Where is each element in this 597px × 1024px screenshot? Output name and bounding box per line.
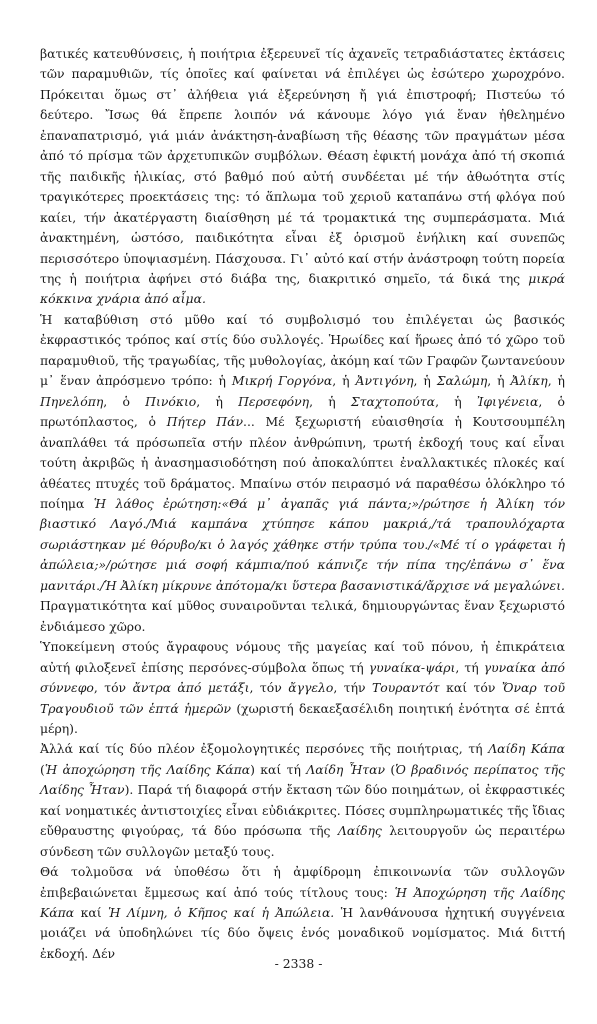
italic-text: Ἰφιγένεια xyxy=(476,393,539,409)
text-run: , τόν xyxy=(93,680,133,696)
italic-text: γυναίκα-ψάρι xyxy=(368,659,456,675)
text-run: ) καί τή xyxy=(250,761,307,777)
italic-text: Ἀντιγόνη xyxy=(355,373,414,389)
text-run: , τόν xyxy=(249,680,289,696)
paragraph xyxy=(40,862,565,964)
text-run: καί xyxy=(74,905,109,921)
text-run: Ἡ καταβύθιση στό μῦθο καί τό συμβολισμό του ἐπιλέγεται ὡς βασικός ἐκφραστικός τρόπος καί στίς δύο συλλογές. Ἡρωίδες καί ἥρωες ἀπό τό χῶρο τοῦ παραμυθιοῦ, τῆς τραγωδίας, τῆς μυθολογίας, ἀκόμη καί τῶν Γραφῶν ζωντανεύουν μ᾽ ἕναν ἀπρόσμενο τρόπο: ἡ xyxy=(40,311,565,389)
text-run: , τή xyxy=(455,659,484,675)
text-run: , ἡ xyxy=(332,373,356,389)
italic-text: Ἡ ἀποχώρηση τῆς Λαίδης Κάπα xyxy=(44,761,251,777)
italic-text: Πινόκιο xyxy=(145,393,197,409)
text-run: , ἡ xyxy=(547,373,565,389)
italic-text: Πήτερ Πάν xyxy=(166,414,243,430)
italic-text: Ἡ Ἀποχώρηση τῆς Λαίδης Κάπα xyxy=(40,884,566,921)
text-run: ( xyxy=(40,761,45,777)
page-number: - 2338 - xyxy=(274,956,323,971)
italic-text: Λαίδη Κάπα xyxy=(488,741,565,757)
text-run: Πραγματικότητα καί μῦθος συναιροῦνται τελικά, δημιουργώντας ἕναν ξεχωριστό ἐνδιάμεσο χῶρο. xyxy=(40,598,565,634)
italic-text: Περσεφόνη xyxy=(238,393,310,409)
text-run: ). Παρά τή διαφορά στήν ἔκταση τῶν δύο ποιημάτων, οἱ ἐκφραστικές καί νοηματικές ἀντιστοιχίες εἶναι εὐδιάκριτες. Πόσες συμπληρωματικές τῆς ἴδιας εὔθραυστης φιγούρας, τά δύο πρόσωπα τῆς xyxy=(40,782,565,839)
text-run: , ἡ xyxy=(435,393,477,409)
italic-text: μικρά κόκκινα χνάρια ἀπό αἷμα. xyxy=(40,270,565,307)
italic-text: γυναίκα ἀπό σύννεφο xyxy=(40,659,565,696)
text-run: , ἡ xyxy=(413,373,437,389)
italic-text: Ἡ Λίμνη, ὁ Κῆπος καί ἡ Ἀπώλεια. xyxy=(108,905,335,921)
text-run: Ὑποκείμενη στούς ἄγραφους νόμους τῆς μαγείας καί τοῦ πόνου, ἡ ἐπικράτεια αὐτή φιλοξενεῖ ἐπίσης περσόνες-σύμβολα ὅπως τή xyxy=(40,639,565,675)
text-run: βατικές κατευθύνσεις, ἡ ποιήτρια ἐξερευνεῖ τίς ἀχανεῖς τετραδιάστατες ἐκτάσεις τῶν παραμυθιῶν, τίς ὁποῖες καί φαίνεται νά ἐπιλέγει ὡς ἐσώτερο χωροχρόνο. Πρόκειται ὅμως στ᾽ ἀλήθεια γιά ἐξερεύνηση ἤ γιά ἐπιστροφή; Πιστεύω τό δεύτερο. Ἴσως θά ἔπρεπε λοιπόν νά κάνουμε λόγο γιά ἕναν ἠθελημένο ἐπαναπατρισμό, γιά μιάν ἀνάκτηση-ἀναβίωση τῆς θέασης τῶν πραγμάτων μέσα ἀπό τό πρίσμα τῶν ἀρχετυπικῶν συμβόλων. Θέαση ἐφικτή μονάχα ἀπό τή σκοπιά τῆς παιδικῆς ἡλικίας, στό βαθμό πού αὐτή συνδέεται μέ τήν ἀθωότητα στίς τραγικότερες προεκτάσεις της: τό ἅπλωμα τοῦ χεριοῦ καταπάνω στή φλόγα πού καίει, τήν ἀκατέργαστη διαίσθηση μέ τά τρομακτικά της συμπεράσματα. Μιά ἀνακτημένη, ὡστόσο, παιδικότητα εἶναι ἐξ ὁρισμοῦ ἐνήλικη καί συνεπῶς περισσότερο ὑποψιασμένη. Πάσχουσα. Γι᾽ αὐτό καί στήν ἀνάστροφη τούτη πορεία της ἡ ποιήτρια ἀφήνει στό διάβα της, διακριτικό σημεῖο, τά δικά της xyxy=(40,46,565,286)
italic-text: ἄγγελο xyxy=(288,680,334,696)
italic-text: Λαίδη Ἦταν xyxy=(306,761,386,777)
body-text xyxy=(40,44,565,964)
italic-text: Πηνελόπη xyxy=(40,393,104,409)
text-run: , ἡ xyxy=(309,393,351,409)
text-run: ... Μέ ξεχωριστή εὐαισθησία ἡ Κουτσουμπέλη ἀναπλάθει τά πρόσωπεῖα στήν πλέον ἀνθρώπινη, τρωτή ἐκδοχή τους καί εἶναι τούτη ἀκριβῶς ἡ ἀνασημασιοδότηση πού ἀποκαλύπτει ἐναλλακτικές πλοκές καί ἀθέατες πτυχές τοῦ δράματος. Μπαίνω στόν πειρασμό νά παραθέσω ὁλόκληρο τό ποίημα xyxy=(40,414,565,511)
text-run: (χωριστή δεκαεξασέλιδη ποιητική ἑνότητα σέ ἑπτά μέρη). xyxy=(40,700,565,736)
text-run: ( xyxy=(385,761,396,777)
italic-text: Ἀλίκη xyxy=(510,373,548,389)
paragraph xyxy=(40,44,565,310)
italic-text: Ὄναρ τοῦ Τραγουδιοῦ τῶν ἑπτά ἡμερῶν xyxy=(40,680,565,716)
paragraph xyxy=(40,637,565,739)
italic-text: Σαλώμη xyxy=(436,373,488,389)
italic-text: Λαίδης xyxy=(337,823,382,839)
text-run: λειτουργοῦν ὡς περαιτέρω σύνδεση τῶν συλλογῶν μεταξύ τους. xyxy=(40,823,565,859)
italic-text: Σταχτοπούτα xyxy=(350,393,436,409)
text-run: Ἡ λανθάνουσα ἠχητική συγγένεια μοιάζει νά ὑποδηλώνει τίς δύο ὄψεις ἑνός μοναδικοῦ νομίσματος. Μιά διττή ἐκδοχή. Δέν xyxy=(40,905,565,961)
italic-text: Τουραντότ xyxy=(372,680,440,696)
text-run: , ὁ xyxy=(103,393,146,409)
paragraph xyxy=(40,310,565,637)
text-run: καί τόν xyxy=(439,680,502,696)
italic-text: Ὁ βραδινός περίπατος τῆς Λαίδης Ἦταν xyxy=(40,761,565,798)
text-run: , ὁ πρωτόπλαστος, ὁ xyxy=(40,393,565,430)
text-run: Θά τολμοῦσα νά ὑποθέσω ὅτι ἡ ἀμφίδρομη ἐπικοινωνία τῶν συλλογῶν ἐπιβεβαιώνεται ἔμμεσως καί ἀπό τούς τίτλους τους: xyxy=(40,864,565,900)
italic-text: Μικρή Γοργόνα xyxy=(231,373,333,389)
text-run: , ἡ xyxy=(487,373,511,389)
paragraph xyxy=(40,739,565,862)
italic-text: ἄντρα ἀπό μετάξι xyxy=(132,680,250,696)
text-run: , τήν xyxy=(333,680,373,696)
text-run: Ἀλλά καί τίς δύο πλέον ἐξομολογητικές περσόνες τῆς ποιήτριας, τή xyxy=(40,741,489,757)
italic-text: Ἡ λάθος ἐρώτηση:«Θά μ᾽ ἀγαπᾶς γιά πάντα;»/ρώτησε ἡ Ἀλίκη τόν βιαστικό Λαγό./Μιά καμπάνα χτύπησε κάπου μακριά,/τά τραπουλόχαρτα σωριάστηκαν μέ θόρυβο/κι ὁ λαγός χάθηκε στήν τρύπα του./«Μέ τί ο γράφεται ἡ ἀπώλεια;»/ρώτησε μιά σοφή κάμπια/πού κάπνιζε τήν πίπα της/ἐπάνω σ᾽ ἕνα μανιτάρι./Ἡ Ἀλίκη μίκρυνε ἀπότομα/κι ὕστερα βασανιστικά/ἄρχισε νά μεγαλώνει. xyxy=(40,495,565,593)
text-run: , ἡ xyxy=(196,393,239,409)
